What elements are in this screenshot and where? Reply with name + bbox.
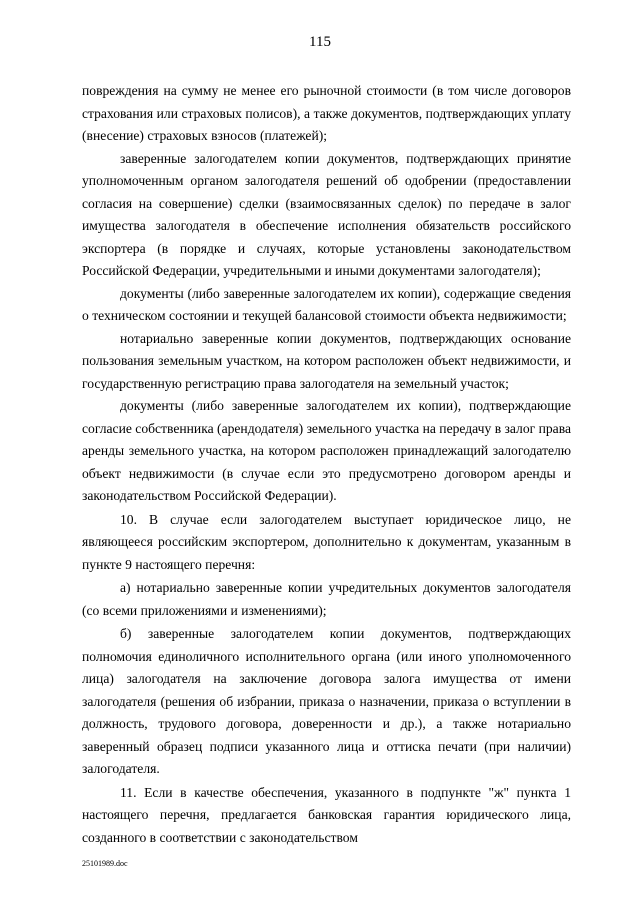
footer-doc-id: 25101989.doc — [82, 859, 128, 868]
paragraph: повреждения на сумму не менее его рыночной стоимости (в том числе договоров страхования или страховых полисов), а также документов, подтверждающих уплату (внесение) страховых взносов (платежей); — [82, 83, 571, 143]
document-body — [82, 80, 571, 849]
paragraph: документы (либо заверенные залогодателем их копии), содержащие сведения о техническом состоянии и текущей балансовой стоимости объекта недвижимости; — [82, 285, 571, 323]
paragraph-item-10: 10. В случае если залогодателем выступает юридическое лицо, не являющееся российским экспортером, дополнительно к документам, указанным в пункте 9 настоящего перечня: — [82, 511, 571, 572]
paragraph-subitem-a: а) нотариально заверенные копии учредительных документов залогодателя (со всеми приложениями и изменениями); — [82, 580, 571, 618]
paragraph-item-11: 11. Если в качестве обеспечения, указанного в подпункте "ж" пункта 1 настоящего перечня, предлагается банковская гарантия юридического лица, созданного в соответствии с законодательством — [82, 784, 571, 845]
page-number: 115 — [309, 34, 331, 50]
paragraph-subitem-b: б) заверенные залогодателем копии документов, подтверждающих полномочия единоличного исполнительного органа (или иного уполномоченного лица) залогодателя на заключение договора залога имущества от имени залогодателя (решения об избрании, приказа о назначении, приказа о вступлении в должность, трудового договора, доверенности и др.), а также нотариально заверенный образец подписи указанного лица и оттиска печати (при наличии) залогодателя. — [82, 626, 571, 776]
paragraph: заверенные залогодателем копии документов, подтверждающих принятие уполномоченным органом залогодателя решений об одобрении (предоставлении согласия на совершение) сделки (взаимосвязанных сделок) по передаче в залог имущества залогодателя в обеспечение исполнения обязательств российского экспортера (в порядке и случаях, которые установлены законодательством Российской Федерации, учредительными и иными документами залогодателя); — [82, 150, 571, 278]
paragraph: документы (либо заверенные залогодателем их копии), подтверждающие согласие собственника (арендодателя) земельного участка на передачу в залог права аренды земельного участка, на котором расположен принадлежащий залогодателю объект недвижимости (в случае если это предусмотрено договором аренды и законодательством Российской Федерации). — [82, 398, 571, 503]
paragraph: нотариально заверенные копии документов, подтверждающих основание пользования земельным участком, на котором расположен объект недвижимости, и государственную регистрацию права залогодателя на земельный участок; — [82, 330, 571, 391]
